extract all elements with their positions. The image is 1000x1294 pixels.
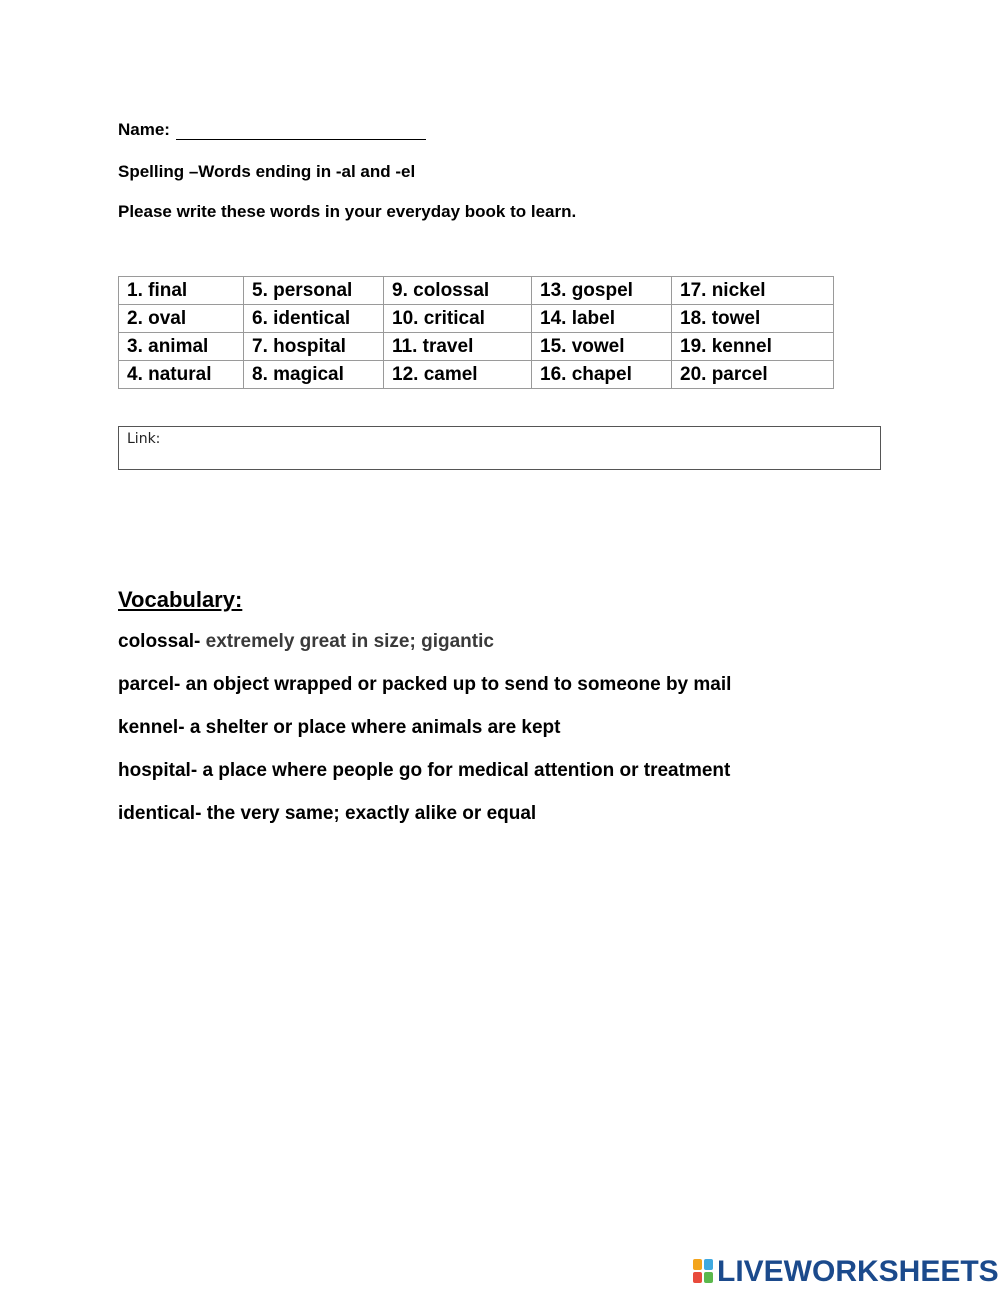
table-cell: 5. personal (244, 277, 384, 305)
table-cell: 4. natural (119, 361, 244, 389)
logo-square (704, 1259, 713, 1270)
table-cell: 16. chapel (532, 361, 672, 389)
liveworksheets-mark-icon (693, 1259, 715, 1285)
vocabulary-term: colossal- (118, 631, 201, 652)
vocabulary-term: hospital- (118, 760, 198, 781)
table-row (119, 333, 834, 361)
table-cell: 3. animal (119, 333, 244, 361)
table-cell: 6. identical (244, 305, 384, 333)
vocabulary-entry (118, 803, 536, 825)
table-cell: 10. critical (384, 305, 532, 333)
table-cell: 15. vowel (532, 333, 672, 361)
table-cell: 9. colossal (384, 277, 532, 305)
table-cell: 20. parcel (672, 361, 834, 389)
link-label: Link: (127, 431, 161, 447)
vocabulary-definition: extremely great in size; gigantic (205, 631, 494, 652)
vocabulary-entry (118, 717, 561, 739)
table-cell: 14. label (532, 305, 672, 333)
vocabulary-term: kennel- (118, 717, 185, 738)
vocabulary-title: Vocabulary: (118, 587, 243, 612)
name-blank-line[interactable] (176, 122, 426, 140)
worksheet-instruction: Please write these words in your everyday book to learn. (118, 202, 577, 221)
logo-text: LIVEWORKSHEETS (717, 1255, 999, 1288)
vocabulary-definition: a shelter or place where animals are kept (189, 717, 561, 738)
link-box[interactable] (118, 426, 881, 470)
table-cell: 11. travel (384, 333, 532, 361)
logo-square (693, 1272, 702, 1283)
vocabulary-term: parcel- (118, 674, 181, 695)
name-label: Name: (118, 120, 170, 139)
vocabulary-term: identical- (118, 803, 202, 824)
table-cell: 18. towel (672, 305, 834, 333)
table-row (119, 277, 834, 305)
logo-square (693, 1259, 702, 1270)
worksheet-subtitle: Spelling –Words ending in -al and -el (118, 162, 416, 181)
table-cell: 17. nickel (672, 277, 834, 305)
table-row (119, 305, 834, 333)
table-cell: 2. oval (119, 305, 244, 333)
vocabulary-definition: an object wrapped or packed up to send to someone by mail (185, 674, 732, 695)
table-cell: 7. hospital (244, 333, 384, 361)
vocabulary-definition: a place where people go for medical attention or treatment (202, 760, 731, 781)
table-cell: 19. kennel (672, 333, 834, 361)
vocabulary-entry (118, 631, 494, 653)
table-cell: 1. final (119, 277, 244, 305)
name-row (118, 120, 426, 140)
table-row (119, 361, 834, 389)
table-cell: 8. magical (244, 361, 384, 389)
vocabulary-entry (118, 674, 731, 696)
table-cell: 13. gospel (532, 277, 672, 305)
logo-square (704, 1272, 713, 1283)
vocabulary-entry (118, 760, 730, 782)
vocabulary-definition: the very same; exactly alike or equal (206, 803, 537, 824)
spelling-word-table (118, 276, 834, 389)
liveworksheets-logo (693, 1255, 999, 1289)
table-cell: 12. camel (384, 361, 532, 389)
